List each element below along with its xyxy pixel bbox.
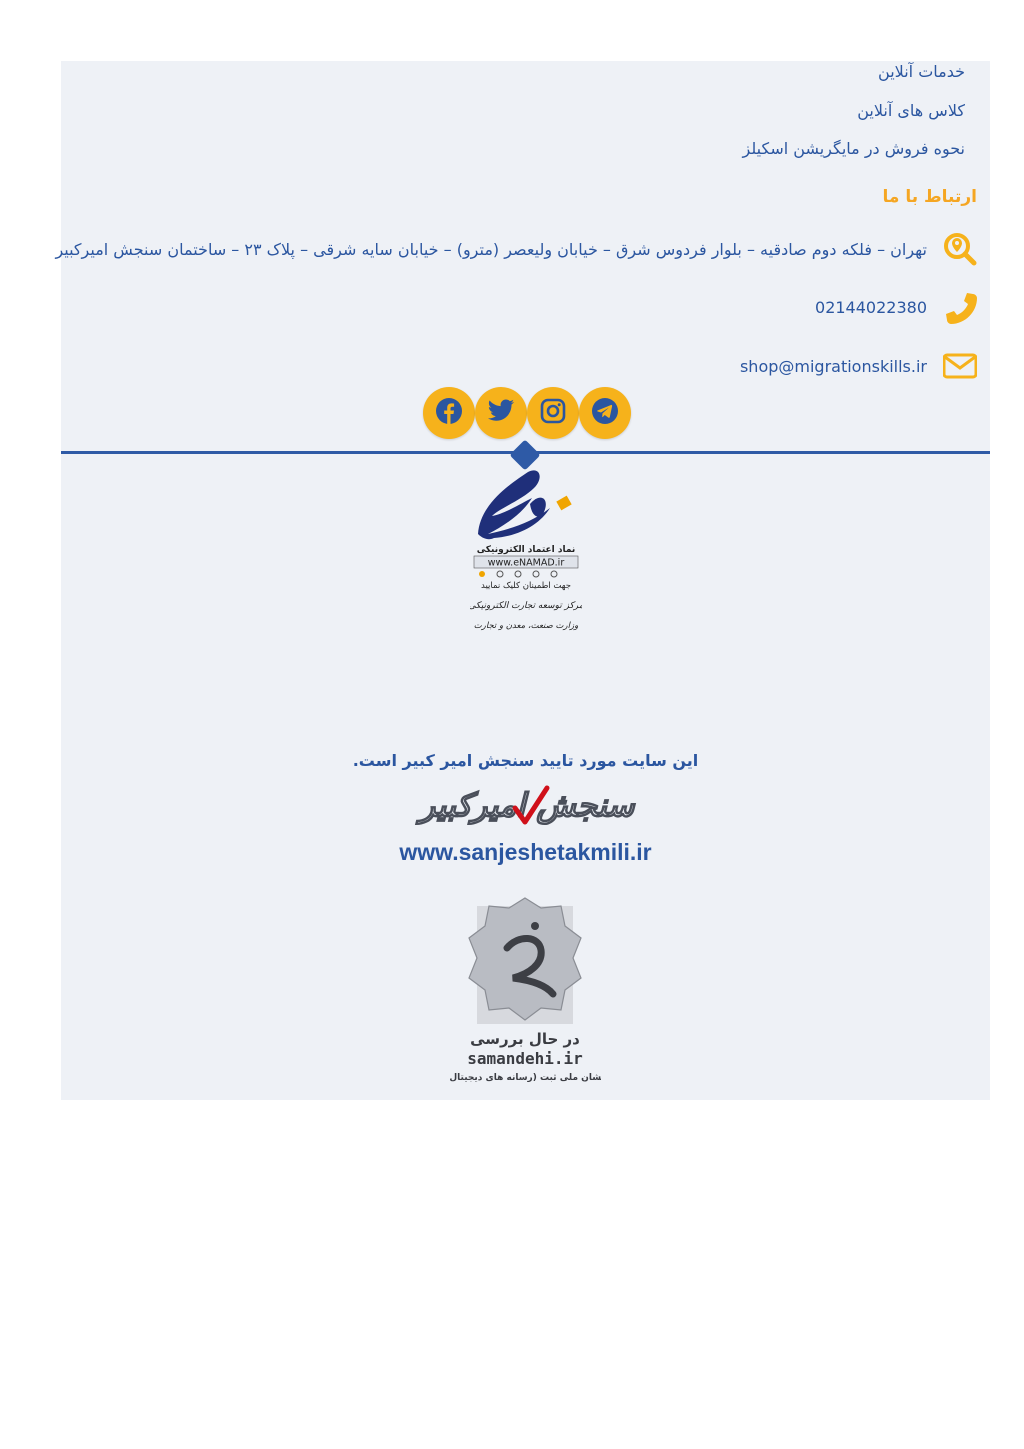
facebook-button[interactable]	[423, 387, 475, 439]
address-row	[55, 232, 977, 266]
phone-number[interactable]: 02144022380	[815, 297, 927, 317]
instagram-icon	[540, 398, 566, 428]
social-links	[423, 387, 631, 439]
address-text: تهران – فلکه دوم صادقیه – بلوار فردوس شرق – خیابان ولیعصر (مترو) – خیابان سایه شرقی – پلاک ۲۳ – ساختمان سنجش امیرکبیر	[55, 239, 927, 259]
link-online-classes[interactable]: کلاس های آنلاین	[857, 100, 965, 120]
facebook-icon	[435, 397, 463, 429]
sanjesh-verify-text: این سایت مورد تایید سنجش امیر کبیر است.	[352, 751, 699, 770]
phone-icon	[943, 290, 977, 324]
sanjesh-logo-text: سنجش امیرکبیر	[419, 786, 635, 824]
enamad-line4: وزارت صنعت، معدن و تجارت	[473, 621, 579, 631]
twitter-button[interactable]	[475, 387, 527, 439]
samandehi-badge[interactable]	[449, 894, 601, 1086]
telegram-icon	[591, 397, 619, 429]
instagram-button[interactable]	[527, 387, 579, 439]
telegram-button[interactable]	[579, 387, 631, 439]
contact-title: ارتباط با ما	[882, 187, 977, 207]
enamad-domain: www.eNAMAD.ir	[487, 557, 565, 569]
samandehi-domain: samandehi.ir	[467, 1049, 583, 1068]
sanjesh-logo[interactable]	[395, 778, 659, 834]
email-row	[740, 349, 977, 383]
enamad-line2: جهت اطمینان کلیک نمایید	[481, 581, 571, 591]
site-footer	[55, 61, 990, 1100]
envelope-icon	[943, 349, 977, 383]
phone-row	[815, 290, 977, 324]
link-how-to-sell[interactable]: نحوه فروش در مایگریشن اسکیلز	[742, 139, 965, 158]
enamad-line3: مرکز توسعه تجارت الکترونیکی	[470, 601, 582, 611]
samandehi-status: در حال بررسی	[470, 1030, 580, 1048]
enamad-badge[interactable]	[470, 464, 582, 640]
sanjesh-url[interactable]: www.sanjeshetakmili.ir	[399, 839, 652, 865]
enamad-line1: نماد اعتماد الکترونیکی	[476, 545, 576, 555]
samandehi-caption: نشان ملی ثبت (رسانه های دیجیتال)	[449, 1073, 601, 1083]
email-address[interactable]: shop@migrationskills.ir	[739, 356, 927, 376]
link-online-services[interactable]: خدمات آنلاین	[878, 62, 965, 81]
map-search-icon	[943, 232, 977, 266]
twitter-icon	[487, 399, 515, 427]
footer-links	[743, 61, 965, 177]
